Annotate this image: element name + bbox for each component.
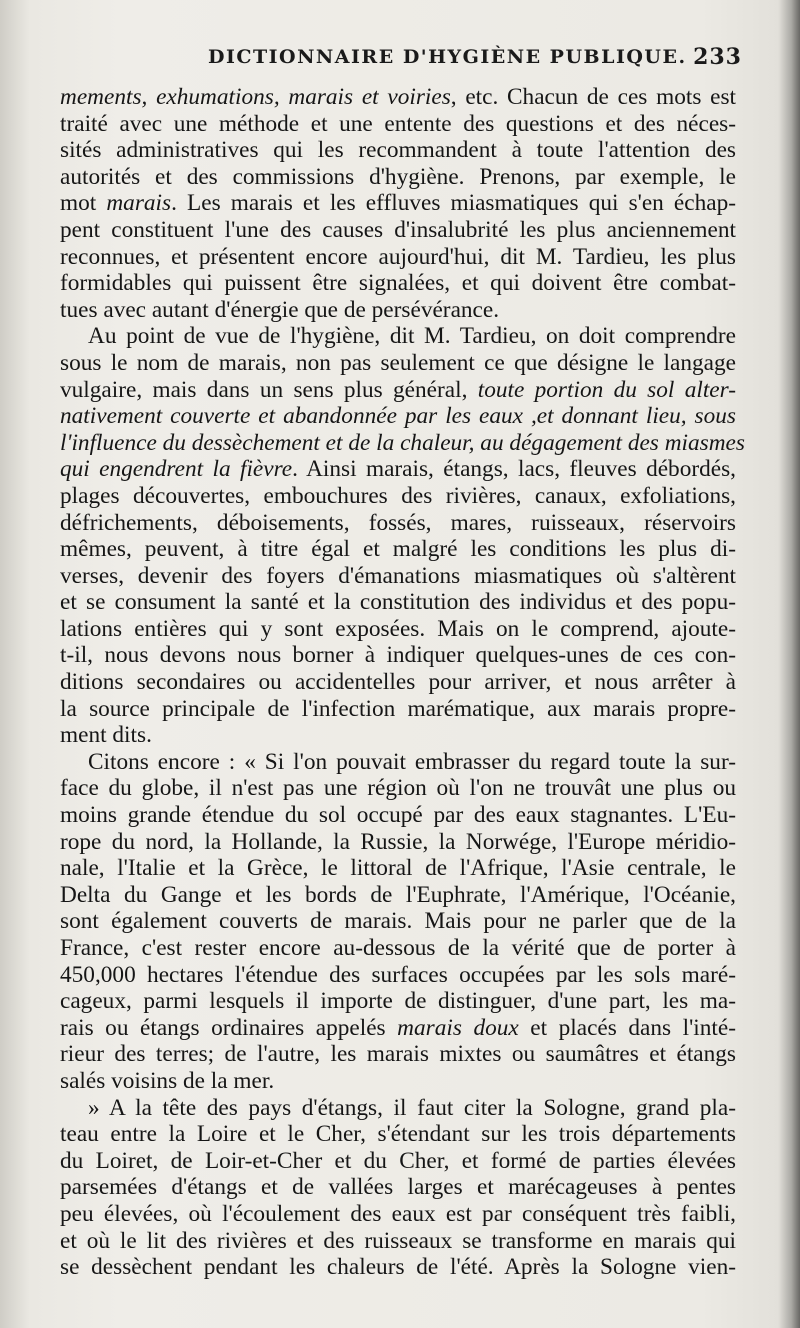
text-line: [60, 1068, 736, 1095]
text-line: [60, 908, 736, 935]
italic-text-segment: toute portion du sol alter-: [477, 376, 736, 403]
text-segment: et se consument la santé et la constitution des individus et des popu-: [60, 589, 736, 616]
text-line: [60, 669, 736, 696]
text-line: [60, 111, 736, 138]
text-segment: 450,000 hectares l'étendue des surfaces occupées par les sols maré-: [60, 961, 736, 988]
italic-text-segment: marais: [106, 190, 172, 217]
text-line: [60, 988, 736, 1015]
text-line: [60, 1254, 736, 1281]
text-line: [60, 829, 736, 856]
text-segment: t-il, nous devons nous borner à indiquer quelques-unes de ces con-: [60, 642, 736, 669]
text-segment: mot: [60, 190, 107, 217]
text-segment: ment dits.: [60, 722, 152, 749]
text-segment: rope du nord, la Hollande, la Russie, la Norwége, l'Europe méridio-: [60, 828, 736, 855]
text-segment: la source principale de l'infection marématique, aux marais propre-: [60, 695, 736, 722]
text-line: [60, 244, 736, 271]
text-segment: verses, devenir des foyers d'émanations miasmatiques où s'altèrent: [60, 562, 736, 589]
running-header: [60, 38, 740, 78]
text-line: [60, 1148, 736, 1175]
text-line: [60, 589, 736, 616]
text-segment: sont également couverts de marais. Mais pour ne parler que de la: [60, 908, 736, 935]
text-segment: » A la tête des pays d'étangs, il faut citer la Sologne, grand pla-: [88, 1094, 736, 1121]
text-line: [60, 350, 736, 377]
text-line: [60, 616, 736, 643]
running-title: DICTIONNAIRE D'HYGIÈNE PUBLIQUE.: [208, 46, 687, 68]
text-segment: rieur des terres; de l'autre, les marais mixtes ou saumâtres et étangs: [60, 1041, 736, 1068]
text-segment: nale, l'Italie et la Grèce, le littoral de l'Afrique, l'Asie centrale, le: [60, 855, 736, 882]
text-line: [60, 642, 736, 669]
text-line: [60, 164, 736, 191]
text-segment: cageux, parmi lesquels il importe de distinguer, d'une part, les ma-: [60, 988, 736, 1015]
text-line: [60, 1174, 736, 1201]
text-line: [60, 1228, 736, 1255]
text-line: [60, 1095, 736, 1122]
text-line: [60, 190, 736, 217]
italic-text-segment: marais doux: [397, 1014, 519, 1041]
text-segment: moins grande étendue du sol occupé par des eaux stagnantes. L'Eu-: [60, 802, 736, 829]
text-line: [60, 217, 736, 244]
text-segment: ditions secondaires ou accidentelles pour arriver, et nous arrêter à: [60, 669, 736, 696]
text-line: [60, 84, 736, 111]
text-segment: formidables qui puissent être signalées, et qui doivent être combat-: [60, 270, 736, 297]
text-line: [60, 510, 736, 537]
text-segment: peu élevées, où l'écoulement des eaux est par conséquent très faibli,: [60, 1200, 736, 1227]
text-line: [60, 563, 736, 590]
text-segment: autorités et des commissions d'hygiène. Prenons, par exemple, le: [60, 163, 736, 190]
text-segment: . Ainsi marais, étangs, lacs, fleuves débordés,: [292, 456, 736, 483]
text-line: [60, 855, 736, 882]
text-segment: se dessèchent pendant les chaleurs de l'été. Après la Sologne vien-: [60, 1254, 736, 1281]
italic-text-segment: l'influence du dessèchement et de la chaleur, au dégagement des miasmes: [60, 429, 745, 456]
text-line: [60, 483, 736, 510]
text-segment: tues avec autant d'énergie que de persévérance.: [60, 296, 500, 323]
page-edge-shadow: [778, 0, 800, 1328]
text-segment: Au point de vue de l'hygiène, dit M. Tardieu, on doit comprendre: [88, 323, 736, 350]
text-line: [60, 456, 736, 483]
text-line: [60, 722, 736, 749]
text-line: [60, 882, 736, 909]
text-segment: défrichements, déboisements, fossés, mares, ruisseaux, réservoirs: [60, 509, 736, 536]
text-line: [60, 403, 736, 430]
text-segment: et placés dans l'inté-: [518, 1014, 736, 1041]
text-line: [60, 775, 736, 802]
text-line: [60, 323, 736, 350]
text-segment: sités administratives qui les recommandent à toute l'attention des: [60, 137, 736, 164]
text-line: [60, 696, 736, 723]
text-line: [60, 137, 736, 164]
page-number: 233: [693, 44, 742, 70]
text-segment: France, c'est rester encore au-dessous de la vérité que de porter à: [60, 935, 736, 961]
text-segment: vulgaire, mais dans un sens plus général,: [60, 376, 478, 403]
text-segment: reconnues, et présentent encore aujourd'hui, dit M. Tardieu, les plus: [60, 243, 736, 270]
text-line: [60, 297, 736, 324]
text-line: [60, 270, 736, 297]
text-segment: et où le lit des rivières et des ruisseaux se transforme en marais qui: [60, 1227, 736, 1254]
text-segment: . Les marais et les effluves miasmatiques qui s'en échap-: [171, 190, 736, 217]
body-text: [60, 84, 745, 1281]
text-segment: Delta du Gange et les bords de l'Euphrate, l'Amérique, l'Océanie,: [60, 881, 736, 908]
text-line: [60, 1201, 736, 1228]
text-line: [60, 377, 736, 404]
text-segment: plages découvertes, embouchures des rivières, canaux, exfoliations,: [60, 482, 736, 509]
text-segment: , etc. Chacun de ces mots est: [450, 84, 736, 110]
italic-text-segment: mements, exhumations, marais et voiries: [60, 84, 451, 110]
text-line: [60, 962, 736, 989]
italic-text-segment: nativement couverte et abandonnée par les eaux ,et donnant lieu, sous: [60, 403, 736, 430]
text-line: [60, 429, 745, 457]
text-line: [60, 749, 736, 776]
text-segment: traité avec une méthode et une entente des questions et des néces-: [60, 110, 736, 137]
text-line: [60, 802, 736, 829]
text-segment: sous le nom de marais, non pas seulement ce que désigne le langage: [60, 349, 736, 376]
text-segment: du Loiret, de Loir-et-Cher et du Cher, et formé de parties élevées: [60, 1147, 736, 1174]
text-segment: face du globe, il n'est pas une région où l'on ne trouvât une plus ou: [60, 775, 736, 802]
text-line: [60, 935, 736, 962]
italic-text-segment: qui engendrent la fièvre: [60, 456, 293, 483]
text-line: [60, 1041, 736, 1068]
text-segment: rais ou étangs ordinaires appelés: [60, 1014, 398, 1041]
text-line: [60, 536, 736, 563]
text-line: [60, 1015, 736, 1042]
text-segment: Citons encore : « Si l'on pouvait embrasser du regard toute la sur-: [88, 748, 736, 775]
text-segment: parsemées d'étangs et de vallées larges et marécageuses à pentes: [60, 1174, 736, 1201]
text-segment: pent constituent l'une des causes d'insalubrité les plus anciennement: [60, 216, 736, 243]
text-segment: salés voisins de la mer.: [60, 1067, 275, 1094]
text-line: [60, 1121, 736, 1148]
text-segment: teau entre la Loire et le Cher, s'étendant sur les trois départements: [60, 1121, 736, 1148]
text-segment: mêmes, peuvent, à titre égal et malgré les conditions les plus di-: [60, 536, 736, 563]
text-segment: lations entières qui y sont exposées. Mais on le comprend, ajoute-: [60, 615, 736, 642]
